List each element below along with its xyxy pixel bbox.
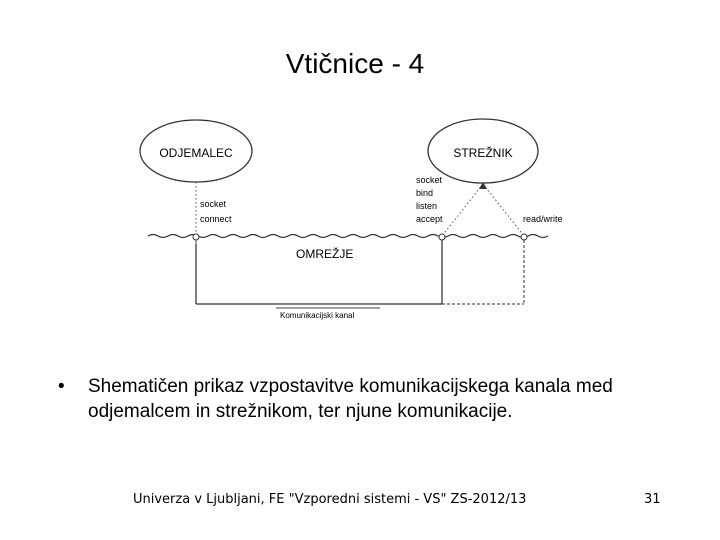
server-socket-node	[439, 234, 445, 240]
server-call-accept: accept	[416, 214, 443, 224]
server-call-listen: listen	[416, 201, 438, 211]
footer-source: Univerza v Ljubljani, FE "Vzporedni sistemi - VS" ZS-2012/13	[133, 492, 527, 507]
server-tri-left	[442, 184, 483, 236]
server-call-socket: socket	[416, 175, 443, 185]
bullet-text: Shematičen prikaz vzpostavitve komunikacijskega kanala med odjemalcem in strežnikom, ter njune komunikacije.	[88, 376, 613, 422]
page-number: 31	[644, 492, 661, 507]
network-wave	[148, 235, 548, 238]
client-call-socket: socket	[200, 199, 227, 209]
bullet-marker: •	[58, 376, 65, 397]
client-socket-node	[193, 234, 199, 240]
server-tri-right	[483, 184, 524, 236]
server-call-bind: bind	[416, 188, 434, 198]
rw-label: read/write	[523, 214, 563, 224]
network-label: OMREŽJE	[296, 247, 354, 261]
client-call-connect: connect	[200, 214, 232, 224]
client-label: ODJEMALEC	[159, 146, 233, 160]
slide-title: Vtičnice - 4	[285, 48, 425, 79]
server-label: STREŽNIK	[453, 146, 513, 160]
channel-label: Komunikacijski kanal	[280, 311, 355, 320]
rw-socket-node	[521, 234, 527, 240]
